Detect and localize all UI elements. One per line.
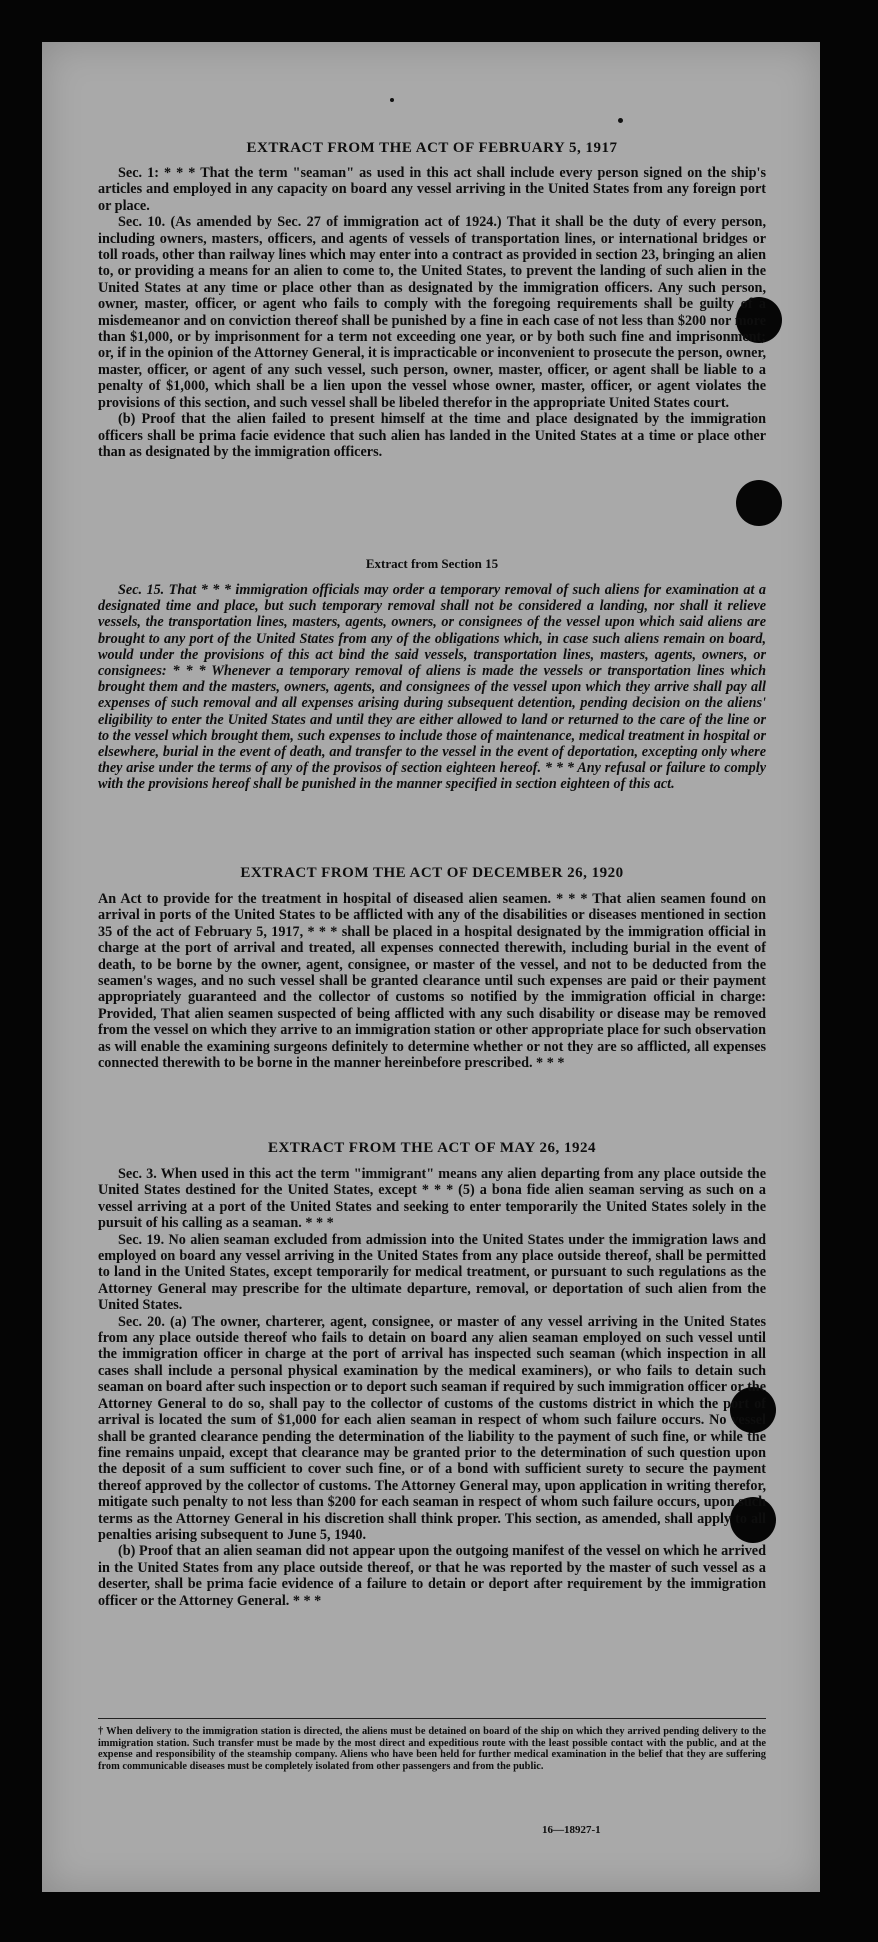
section-1917	[98, 140, 766, 460]
footnote	[98, 1726, 766, 1772]
punch-hole	[736, 480, 782, 526]
paragraph: An Act to provide for the treatment in hospital of diseased alien seamen. * * * That alien seamen found on arrival in ports of the United States to be afflicted with any of the disabilities or diseases mentioned in section 35 of the act of February 5, 1917, * * * shall be placed in a hospital designated by the immigration official in charge at the port of arrival and treated, all expenses connected therewith, including burial in the event of death, to be borne by the owner, agent, consignee, or master of the vessel, and not to be deducted from the seamen's wages, and no such vessel shall be granted clearance until such expenses are paid or their payment appropriately guaranteed and the collector of customs so notified by the immigration official in charge: Provided, That alien seamen suspected of being afflicted with any such disability or disease may be removed from the vessel on which they arrive to an immigration station or other appropriate place for such observation as will enable the examining surgeons definitely to determine whether or not they are so afflicted, all expenses connected therewith to be borne in the manner hereinbefore prescribed. * * *	[98, 891, 766, 1072]
section-heading: EXTRACT FROM THE ACT OF DECEMBER 26, 1920	[240, 865, 624, 881]
paragraph: Sec. 15. That * * * immigration officials may order a temporary removal of such aliens for examination at a designated time and place, but such temporary removal shall not be considered a landing, nor shall it relieve vessels, the transportation lines, masters, agents, owners, or consignees of the vessel upon which said aliens are brought to any port of the United States from any of the obligations which, in case such aliens remain on board, would under the provisions of this act bind the said vessels, transportation lines, masters, agents, owners, or consignees: * * * Whenever a temporary removal of aliens is made the vessels or transportation lines which brought them and the masters, owners, agents, and consignees of the vessel upon which they arrive shall pay all expenses of such removal and all expenses arising during subsequent detention, pending decision on the aliens' eligibility to enter the United States and until they are either allowed to land or returned to the care of the line or to the vessel which brought them, such expenses to include those of maintenance, medical treatment in hospital or elsewhere, burial in the event of death, and transfer to the vessel in the event of deportation, excepting only where they arise under the terms of any of the provisos of section eighteen hereof. * * * Any refusal or failure to comply with the provisions hereof shall be punished in the manner specified in section eighteen of this act.	[98, 582, 766, 793]
footnote-text: † When delivery to the immigration station is directed, the aliens must be detained on board of the ship on which they arrived pending delivery to the immigration station. Such transfer must be made by the most direct and expeditious route with the least possible contact with the public, and at the expense and responsibility of the steamship company. Aliens who have been held for further medical examination in the belief that they are suffering from communicable diseases must be completely isolated from other passengers and from the public.	[98, 1726, 766, 1772]
section-1920	[98, 865, 766, 1071]
paragraph: (b) Proof that the alien failed to present himself at the time and place designated by the immigration officers shall be prima facie evidence that such alien has landed in the United States at a time or place other than as designated by the immigration officers.	[98, 411, 766, 460]
section-1924	[98, 1140, 766, 1609]
footnote-divider	[98, 1718, 766, 1719]
section-heading: Extract from Section 15	[365, 556, 499, 571]
document-page	[42, 42, 820, 1892]
form-number: 16—18927-1	[542, 1824, 601, 1836]
paragraph: Sec. 20. (a) The owner, charterer, agent, consignee, or master of any vessel arriving in the United States from any place outside thereof who fails to detain on board any alien seaman employed on such vessel until the immigration officer in charge at the port of arrival has inspected such seaman (which inspection in all cases shall include a personal physical examination by the medical examiners), or who fails to detain such seaman on board after such inspection or to deport such seaman if required by such immigration officer or the Attorney General to do so, shall pay to the collector of customs of the customs district in which the port of arrival is located the sum of $1,000 for each alien seaman in respect of whom such failure occurs. No vessel shall be granted clearance pending the determination of the liability to the payment of such fine, or while the fine remains unpaid, except that clearance may be granted prior to the determination of such question upon the deposit of a sum sufficient to cover such fine, or of a bond with sufficient surety to secure the payment thereof approved by the collector of customs. The Attorney General may, upon application in writing therefor, mitigate such penalty to not less than $200 for each seaman in respect of whom such failure occurs, upon such terms as the Attorney General in his discretion shall think proper. This section, as amended, shall apply to all penalties arising subsequent to June 5, 1940.	[98, 1313, 766, 1543]
section-15	[98, 556, 766, 793]
section-heading: EXTRACT FROM THE ACT OF MAY 26, 1924	[267, 1140, 597, 1156]
paragraph: Sec. 19. No alien seaman excluded from admission into the United States under the immigration laws and employed on board any vessel arriving in the United States from any place outside thereof, shall be permitted to land in the United States, except temporarily for medical treatment, or pursuant to such regulations as the Attorney General may prescribe for the ultimate departure, removal, or deportation of such alien from the United States.	[98, 1231, 766, 1314]
ink-speck	[618, 118, 623, 123]
paragraph: Sec. 1: * * * That the term "seaman" as used in this act shall include every person signed on the ship's articles and employed in any capacity on board any vessel arriving in the United States from any foreign port or place.	[98, 165, 766, 214]
paragraph: (b) Proof that an alien seaman did not appear upon the outgoing manifest of the vessel on which he arrived in the United States from any place outside thereof, or that he was reported by the master of such vessel as a deserter, shall be prima facie evidence of a failure to detain or deport after requirement by the immigration officer or the Attorney General. * * *	[98, 1543, 766, 1609]
ink-speck	[390, 98, 394, 102]
section-heading: EXTRACT FROM THE ACT OF FEBRUARY 5, 1917	[246, 140, 618, 156]
paragraph: Sec. 3. When used in this act the term "immigrant" means any alien departing from any place outside the United States destined for the United States, except * * * (5) a bona fide alien seaman serving as such on a vessel arriving at a port of the United States and seeking to enter temporarily the United States solely in the pursuit of his calling as a seaman. * * *	[98, 1166, 766, 1232]
paragraph: Sec. 10. (As amended by Sec. 27 of immigration act of 1924.) That it shall be the duty of every person, including owners, masters, officers, and agents of vessels of transportation lines, or international bridges or toll roads, other than railway lines which may enter into a contract as provided in section 23, bringing an alien to, or providing a means for an alien to come to, the United States, to prevent the landing of such alien in the United States at any time or place other than as designated by the immigration officers. Any such person, owner, master, officer, or agent who fails to comply with the foregoing requirements shall be guilty of a misdemeanor and on conviction thereof shall be punished by a fine in each case of not less than $200 nor more than $1,000, or by imprisonment for a term not exceeding one year, or by both such fine and imprisonment; or, if in the opinion of the Attorney General, it is impracticable or inconvenient to prosecute the person, owner, master, officer, or agent of any such vessel, such person, owner, master, officer, or agent shall be liable to a penalty of $1,000, which shall be a lien upon the vessel whose owner, master, officer, or agent violates the provisions of this section, and such vessel shall be libeled therefor in the appropriate United States court.	[98, 214, 766, 411]
